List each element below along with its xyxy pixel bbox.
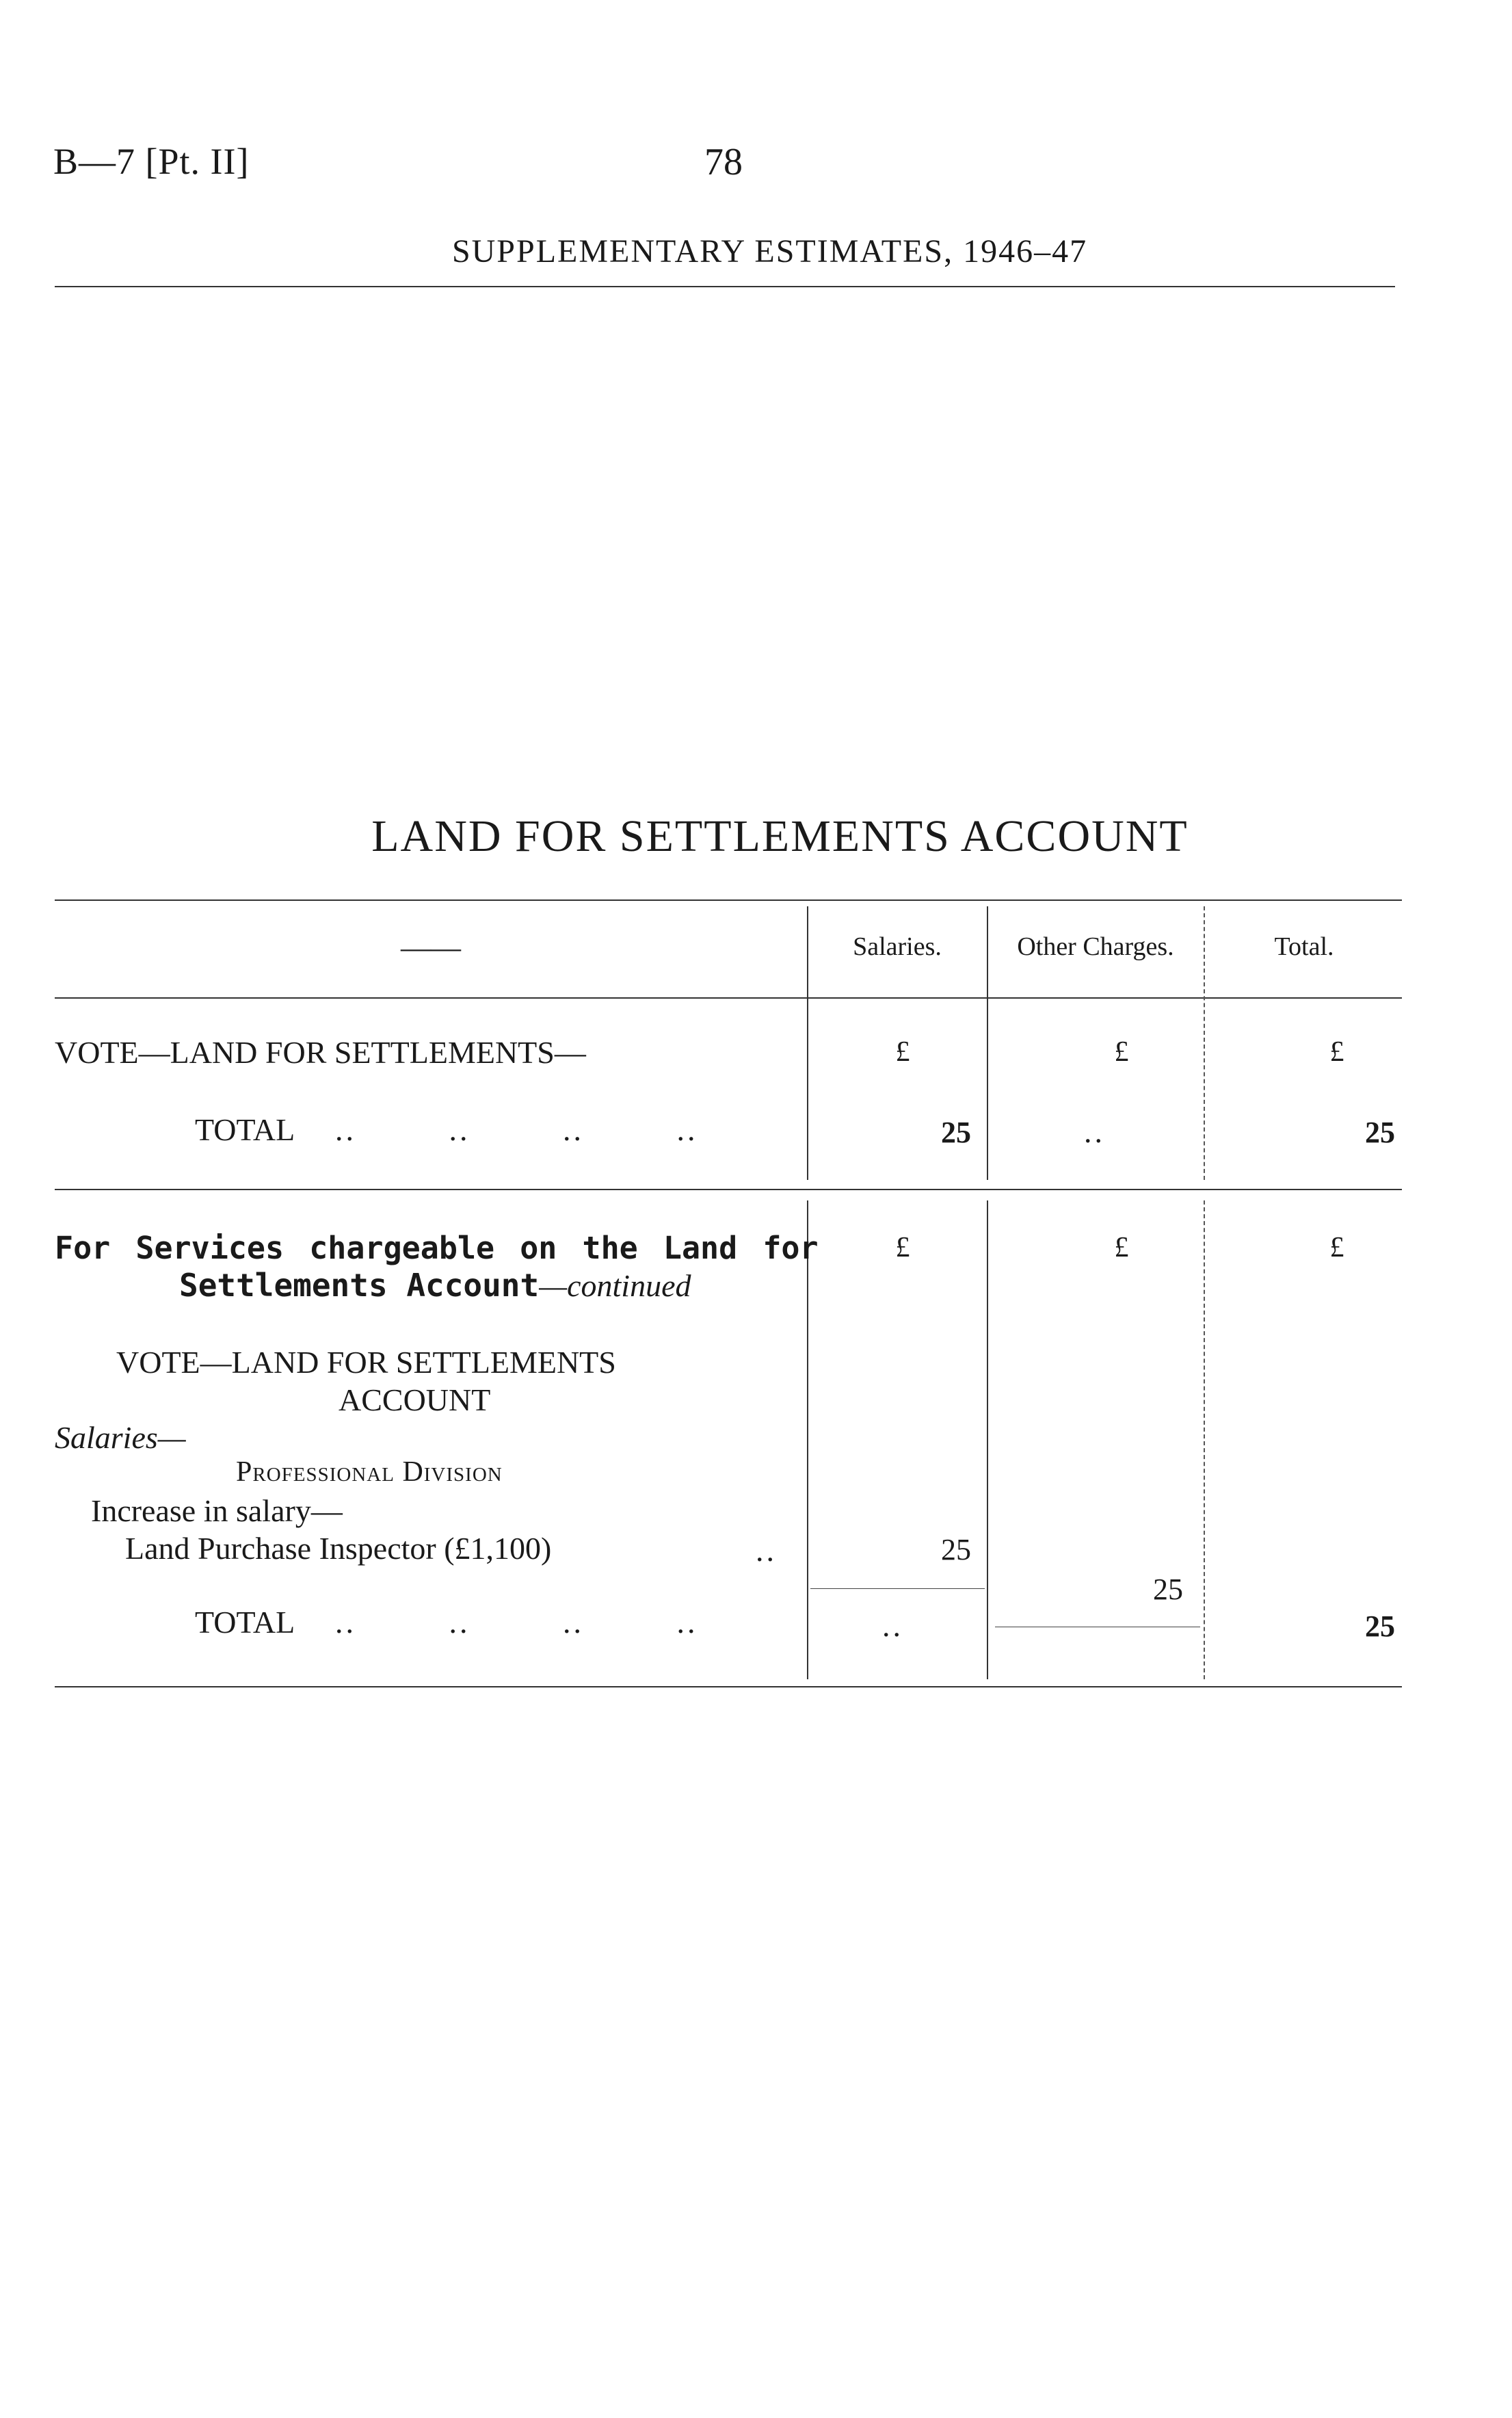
table-bottom-rule — [55, 1686, 1402, 1687]
running-title: SUPPLEMENTARY ESTIMATES, 1946–47 — [451, 233, 1088, 270]
summary-total-other-charges: .. — [1084, 1114, 1105, 1149]
services-heading-bold: Settlements Account — [179, 1267, 540, 1304]
header-rule — [55, 286, 1395, 287]
services-heading-line-1: For Services chargeable on the Land for — [55, 1230, 819, 1266]
detail-total-label: TOTAL — [195, 1605, 295, 1640]
page-number: 78 — [704, 141, 743, 183]
detail-vote-line-2: ACCOUNT — [339, 1382, 491, 1417]
summary-total-total: 25 — [1365, 1116, 1395, 1149]
detail-vote-line-1: VOTE—LAND FOR SETTLEMENTS — [116, 1345, 616, 1380]
item-leader: .. — [756, 1533, 777, 1568]
item-salaries: 25 — [941, 1533, 971, 1566]
summary-total-label: TOTAL — [195, 1112, 295, 1147]
increase-heading: Increase in salary— — [91, 1493, 343, 1528]
col-divider-3b — [1204, 1200, 1205, 1679]
salaries-subtotal-rule — [810, 1588, 985, 1589]
division-heading: Professional Division — [236, 1456, 503, 1488]
summary-pound-total: £ — [1329, 1036, 1344, 1068]
detail-total-total: 25 — [1365, 1609, 1395, 1643]
section-title: LAND FOR SETTLEMENTS ACCOUNT — [371, 811, 1189, 861]
summary-pound-salaries: £ — [895, 1036, 910, 1068]
summary-vote-label: VOTE—LAND FOR SETTLEMENTS— — [55, 1035, 586, 1070]
detail-pound-salaries: £ — [895, 1232, 910, 1263]
summary-pound-other-charges: £ — [1114, 1036, 1129, 1068]
other-charges-subtotal: 25 — [1153, 1573, 1183, 1606]
table-top-rule — [55, 899, 1402, 901]
services-heading-continued: —continued — [539, 1268, 691, 1303]
column-header-salaries: Salaries. — [853, 932, 942, 961]
detail-total-leaders: .. .. .. .. — [335, 1605, 698, 1640]
detail-pound-total: £ — [1329, 1232, 1344, 1263]
summary-total-salaries: 25 — [941, 1116, 971, 1149]
document-code: B—7 [Pt. II] — [53, 141, 250, 182]
column-header-total: Total. — [1274, 932, 1334, 961]
detail-pound-other-charges: £ — [1114, 1232, 1129, 1263]
column-header-blank: —— — [401, 931, 461, 964]
col-divider-2b — [987, 1200, 988, 1679]
summary-total-leaders: .. .. .. .. — [335, 1112, 698, 1147]
column-header-other-charges: Other Charges. — [1017, 932, 1174, 961]
header-bottom-rule — [55, 997, 1402, 999]
detail-total-salaries: .. — [882, 1608, 903, 1643]
item-label: Land Purchase Inspector (£1,100) — [125, 1531, 552, 1566]
services-heading-line-2 — [179, 1267, 691, 1304]
salaries-heading: Salaries— — [55, 1420, 186, 1455]
summary-bottom-rule — [55, 1189, 1402, 1190]
col-divider-1b — [807, 1200, 808, 1679]
